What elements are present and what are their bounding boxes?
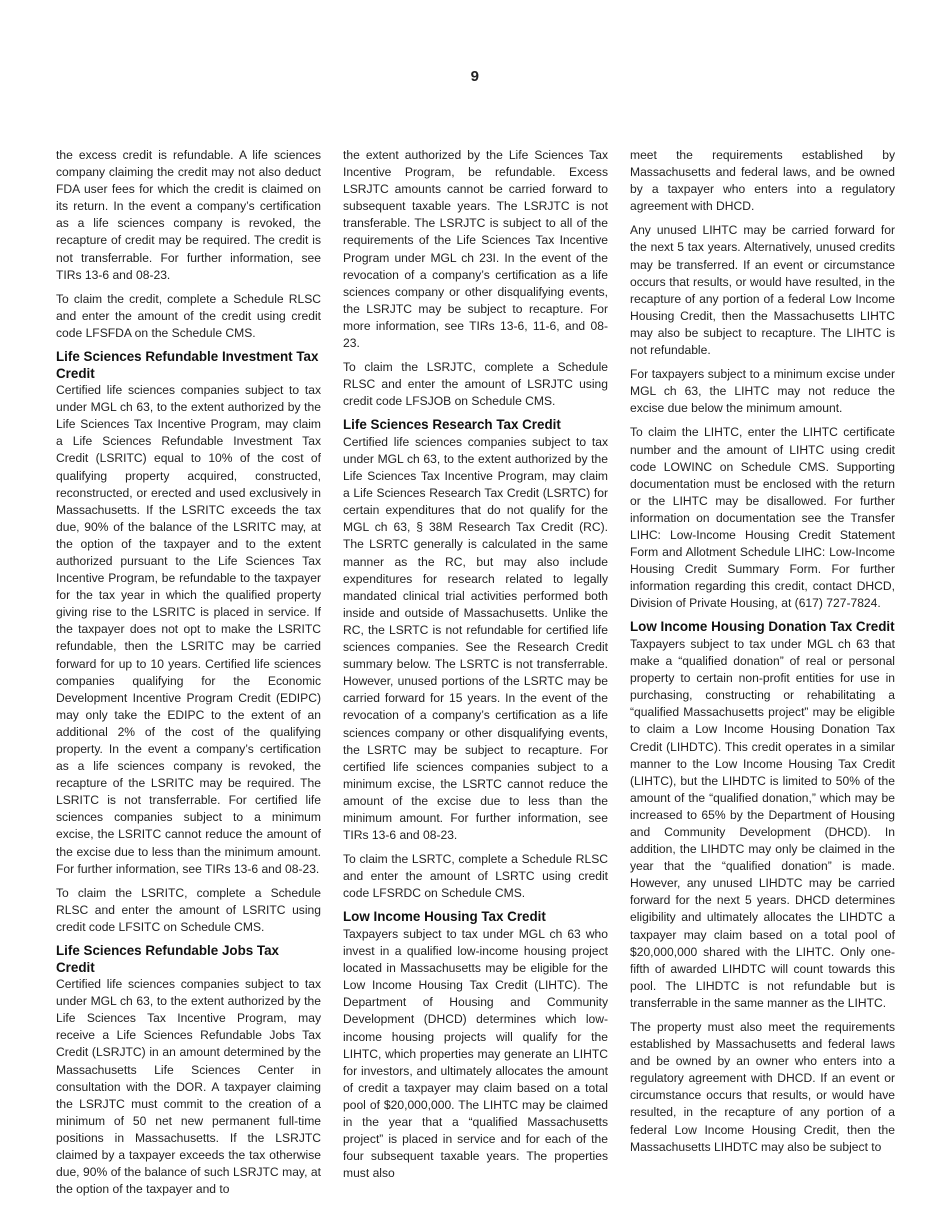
paragraph: The property must also meet the requirements established by Massachusetts and federal laws and be owned by an owner who enters into a regulatory agreement with DHCD. If an event or circumstance occurs that results, or would have resulted, in the recapture of any portion of a federal Low Income Housing Credit, then the Massachusetts LIHDTC may also be subject to [630, 1020, 895, 1154]
section-heading: Low Income Housing Tax Credit [343, 909, 546, 925]
page-number: 9 [470, 68, 480, 85]
paragraph: Taxpayers subject to tax under MGL ch 63 who invest in a qualified low-income housing project located in Massachusetts may be eligible for the Low Income Housing Tax Credit (LIHTC). The Department of Housing and Community Development (DHCD) determines which low-income housing projects will qualify for the LIHTC, which properties may generate an LIHTC for investors, and ultimately allocates the amount of credit a taxpayer may claim based on a total pool of $20,000,000. The LIHTC may be claimed in the year that a “qualified Massachusetts project” is placed in service and for each of the four subsequent taxable years. The properties must also [343, 926, 608, 1181]
paragraph: To claim the LSRTC, complete a Schedule RLSC and enter the amount of LSRTC using credit code LFSRDC on Schedule CMS. [343, 852, 608, 901]
paragraph: To claim the credit, complete a Schedule RLSC and enter the amount of the credit using credit code LFSFDA on the Schedule CMS. [56, 291, 321, 340]
section-heading: Life Sciences Refundable Investment Tax Credit [56, 349, 319, 381]
paragraph: To claim the LSRITC, complete a Schedule RLSC and enter the amount of LSRITC using credit code LFSITC on Schedule CMS. [56, 885, 321, 934]
column-middle [343, 147, 608, 1189]
paragraph: the extent authorized by the Life Sciences Tax Incentive Program, be refundable. Excess LSRJTC amounts cannot be carried forward to subsequent taxable years. The LSRJTC is not transferable. The LSRJTC is subject to all of the requirements of the Life Sciences Tax Incentive Program under MGL ch 23I. In the event of the revocation of a company’s certification as a life sciences company or other disqualifying events, the LSRJTC may be subject to recapture. For more information, see TIRs 13-6, 11-6, and 08-23. [343, 148, 608, 351]
paragraph: To claim the LIHTC, enter the LIHTC certificate number and the amount of LIHTC using credit code LOWINC on Schedule CMS. Supporting documentation must be enclosed with the return or the LIHTC may be disallowed. For further information on documentation see the Transfer LIHC: Low-Income Housing Credit Statement Form and Allotment Schedule LIHC: Low-Income Housing Credit Summary Form. For further information regarding this credit, contact DHCD, Division of Private Housing, at (617) 727-7824. [630, 425, 895, 611]
paragraph: Certified life sciences companies subject to tax under MGL ch 63, to the extent authorized by the Life Sciences Tax Incentive Program, may claim a Life Sciences Research Tax Credit (LSRTC) for certain expenditures that do not qualify for the MGL ch 63, § 38M Research Tax Credit (RC). The LSRTC generally is calculated in the same manner as the RC, but may also include expenditures for research related to legally mandated clinical trial activities performed both inside and outside of Massachusetts. Unlike the RC, the LSRTC is not refundable for certified life sciences companies. See the Research Credit summary below. The LSRTC is not transferrable. However, unused portions of the LSRTC may be carried forward for 15 years. In the event of the revocation of a company’s certification as a life sciences company or other disqualifying events, the LSRTC may be subject to recapture. For certified life sciences companies subject to a minimum excise, the LSRTC cannot reduce the amount of the excise due to less than the minimum amount. For further information, see TIRs 13-6 and 08-23. [343, 434, 608, 843]
section-heading: Life Sciences Research Tax Credit [343, 417, 561, 433]
column-right [630, 147, 895, 1163]
paragraph: For taxpayers subject to a minimum excise under MGL ch 63, the LIHTC may not reduce the excise due below the minimum amount. [630, 367, 895, 416]
paragraph: Any unused LIHTC may be carried forward for the next 5 tax years. Alternatively, unused credits may be transferred. If an event or circumstance occurs that results, or would have resulted, in the recapture of any portion of a federal Low Income Housing Credit, then the Massachusetts LIHTC may also be subject to recapture. The LIHTC is not refundable. [630, 223, 895, 358]
paragraph: Certified life sciences companies subject to tax under MGL ch 63, to the extent authorized by the Life Sciences Tax Incentive Program, may claim a Life Sciences Refundable Investment Tax Credit (LSRITC) equal to 10% of the cost of qualifying property acquired, constructed, reconstructed, or erected and used exclusively in Massachusetts. If the LSRITC exceeds the tax due, 90% of the balance of the LSRITC may, at the option of the taxpayer and to the extent authorized pursuant to the Life Sciences Tax Incentive Program, be refundable to the taxpayer for the tax year in which the qualified property giving rise to the LSRITC is placed in service. If the taxpayer does not opt to make the LSRITC refundable, then the LSRITC may be carried forward for up to 10 years. Certified life sciences companies qualifying for the Economic Development Incentive Program Credit (EDIPC) may only take the EDIPC to the extent of an additional 2% of the cost of the qualifying property. In the event a company’s certification as a life sciences company is revoked, the recapture of the LSRITC may be required. The LSRITC is not transferrable. For certified life sciences companies subject to a minimum excise, the LSRITC cannot reduce the amount of the excise due to less than the minimum amount. For further information, see TIRs 13-6 and 08-23. [56, 383, 321, 876]
section-heading: Low Income Housing Donation Tax Credit [630, 619, 895, 635]
column-left [56, 147, 321, 1205]
paragraph: meet the requirements established by Massachusetts and federal laws, and be owned by a taxpayer who enters into a regulatory agreement with DHCD. [630, 148, 895, 214]
section-heading: Life Sciences Refundable Jobs Tax Credit [56, 943, 279, 975]
paragraph: Taxpayers subject to tax under MGL ch 63 that make a “qualified donation” of real or personal property to certain non-profit entities for use in purchasing, constructing or rehabilitating a “qualified Massachusetts project” may be eligible to claim a Low Income Housing Donation Tax Credit (LIHDTC). This credit operates in a similar manner to the Low Income Housing Tax Credit (LIHTC), but the LIHDTC is limited to 50% of the amount of the “qualified donation,” which may be increased to 65% by the Department of Housing and Community Development (DHCD). In addition, the LIHDTC may only be claimed in the year that the “qualified donation” is made. However, any unused LIHDTC may be carried forward for the next 5 years. DHCD determines eligibility and ultimately allocates the LIHDTC a taxpayer may claim based on a total pool of $20,000,000 shared with the LIHTC. Only one-fifth of awarded LIHDTC will count towards this pool. The LIHDTC is not refundable but is transferrable in the same manner as the LIHTC. [630, 636, 895, 1010]
paragraph: To claim the LSRJTC, complete a Schedule RLSC and enter the amount of LSRJTC using credit code LFSJOB on Schedule CMS. [343, 360, 608, 409]
paragraph: the excess credit is refundable. A life sciences company claiming the credit may not also deduct FDA user fees for which the credit is claimed on its return. In the event a company’s certification as a life sciences company is revoked, the recapture of credit may be required. The credit is not transferrable. For further information, see TIRs 13-6 and 08-23. [56, 148, 321, 282]
paragraph: Certified life sciences companies subject to tax under MGL ch 63, to the extent authorized by the Life Sciences Tax Incentive Program, may receive a Life Sciences Refundable Jobs Tax Credit (LSRJTC) in an amount determined by the Massachusetts Life Sciences Center in consultation with the DOR. A taxpayer claiming the LSRJTC must commit to the creation of a minimum of 50 net new permanent full-time positions in Massachusetts. If the LSRJTC claimed by a taxpayer exceeds the tax otherwise due, 90% of the balance of such LSRJTC may, at the option of the taxpayer and to [56, 977, 321, 1197]
